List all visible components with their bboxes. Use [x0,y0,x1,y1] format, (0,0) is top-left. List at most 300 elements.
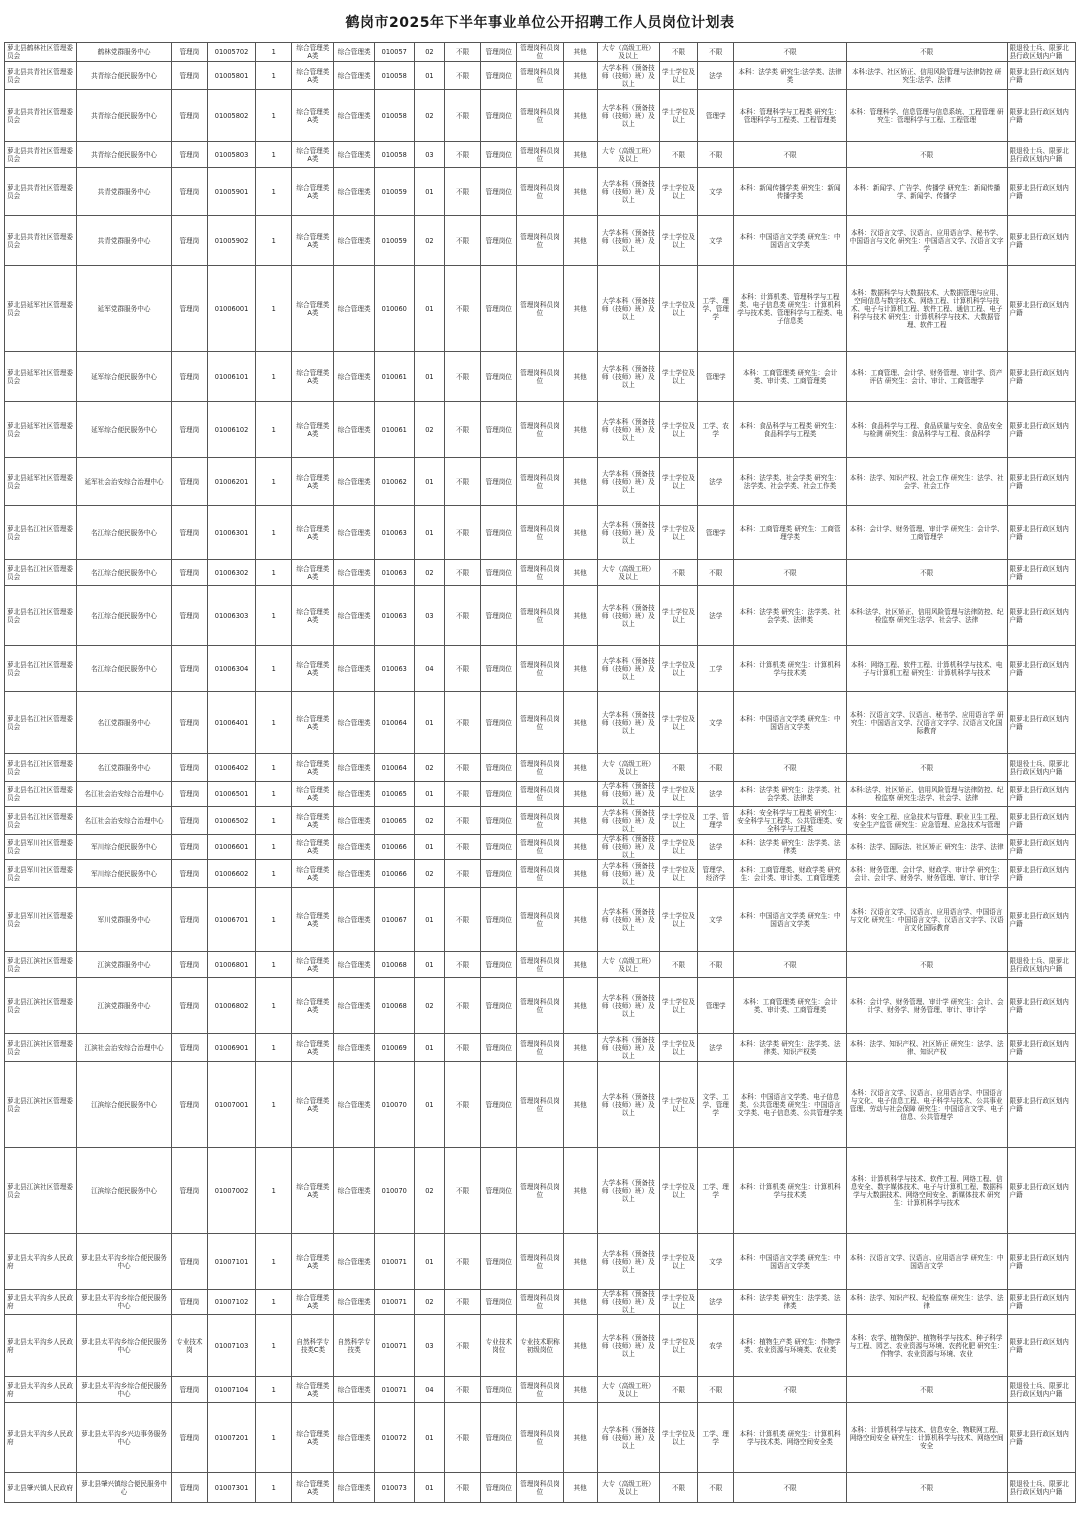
post-category-cell: 管理岗 [171,506,207,560]
table-row [5,90,1076,142]
unit-code-cell: 010062 [374,458,414,506]
post-level-cell: 管理岗科员岗位 [517,888,563,952]
headcount-cell: 1 [256,586,292,646]
remark-cell: 限萝北县行政区划内户籍 [1007,1403,1075,1473]
sequence-cell: 01 [414,1403,444,1473]
unit-cell: 萝北县太平沟乡人民政府 [5,1290,77,1315]
exam-type-cell: 综合管理类 [334,1062,374,1148]
dept-cell: 萝北县太平沟乡综合便民服务中心 [77,1315,171,1377]
post-category-cell: 管理岗 [171,560,207,586]
sequence-cell: 04 [414,1377,444,1403]
post-category-cell: 管理岗 [171,692,207,754]
exam-category-cell: 综合管理类A类 [292,506,334,560]
table-row [5,1315,1076,1377]
major-category-cell: 不限 [734,43,847,62]
remark-cell: 限萝北县行政区划内户籍 [1007,560,1075,586]
sequence-cell: 02 [414,754,444,782]
unit-cell: 萝北县共青社区管理委员会 [5,90,77,142]
exam-type-cell: 综合管理类 [334,216,374,266]
post-code-cell: 01006801 [207,952,255,978]
post-level-cell: 管理岗科员岗位 [517,1062,563,1148]
post-category-cell: 专业技术岗 [171,1315,207,1377]
unit-cell: 萝北县江滨社区管理委员会 [5,952,77,978]
major-category-cell: 本科：计算机类、管理科学与工程类、电子信息类 研究生：计算机科学与技术类、管理科学与工程类、电子信息类 [734,266,847,352]
post-category-cell: 管理岗 [171,1062,207,1148]
major-category-cell: 本科：法学类 研究生:法学类、法律类 [734,62,847,90]
political-cell: 不限 [445,586,481,646]
unit-cell: 萝北县太平沟乡人民政府 [5,1315,77,1377]
other-cell: 其他 [563,1034,597,1062]
field-cell: 管理学 [698,90,734,142]
post-level-cell: 管理岗科员岗位 [517,1403,563,1473]
unit-cell: 萝北县延军社区管理委员会 [5,352,77,402]
remark-cell: 限退役士兵、限萝北县行政区划内户籍 [1007,142,1075,168]
education-cell: 大学本科（预备技师（技师）班）及以上 [597,216,659,266]
post-level-cell: 管理岗科员岗位 [517,978,563,1034]
dept-cell: 军川综合便民服务中心 [77,860,171,888]
table-row [5,43,1076,62]
political-cell: 不限 [445,402,481,458]
exam-type-cell: 综合管理类 [334,978,374,1034]
exam-type-cell: 综合管理类 [334,754,374,782]
exam-category-cell: 综合管理类A类 [292,402,334,458]
sequence-cell: 01 [414,835,444,860]
sequence-cell: 01 [414,62,444,90]
sequence-cell: 01 [414,1234,444,1290]
sequence-cell: 02 [414,978,444,1034]
major-category-cell: 不限 [734,560,847,586]
field-cell: 工学、管理学 [698,807,734,835]
major-category-cell: 本科：法学类、社会学类 研究生：法学类、社会学类、社会工作类 [734,458,847,506]
dept-cell: 名江社会治安综合治理中心 [77,782,171,807]
unit-cell: 萝北县延军社区管理委员会 [5,266,77,352]
remark-cell: 限萝北县行政区划内户籍 [1007,1315,1075,1377]
major-detail-cell: 本科：农学、植物保护、植物科学与技术、种子科学与工程、园艺、农业资源与环境、农药化肥 研究生：作物学、农业资源与环境、农业 [846,1315,1007,1377]
exam-category-cell: 综合管理类A类 [292,978,334,1034]
post-code-cell: 01005801 [207,62,255,90]
remark-cell: 限萝北县行政区划内户籍 [1007,168,1075,216]
post-level-cell: 管理岗科员岗位 [517,43,563,62]
dept-cell: 萝北县肇兴镇综合便民服务中心 [77,1473,171,1503]
remark-cell: 限萝北县行政区划内户籍 [1007,266,1075,352]
dept-cell: 延军社会治安综合治理中心 [77,458,171,506]
post-code-cell: 01007201 [207,1403,255,1473]
exam-category-cell: 综合管理类A类 [292,1148,334,1234]
major-detail-cell: 本科：工商管理、会计学、财务管理、审计学、资产评估 研究生：会计、审计、工商管理学 [846,352,1007,402]
major-category-cell: 不限 [734,754,847,782]
sequence-cell: 01 [414,952,444,978]
degree-cell: 不限 [659,952,697,978]
field-cell: 法学 [698,782,734,807]
exam-category-cell: 综合管理类A类 [292,782,334,807]
degree-cell: 学士学位及以上 [659,458,697,506]
table-row [5,782,1076,807]
remark-cell: 限萝北县行政区划内户籍 [1007,1234,1075,1290]
post-type-cell: 管理岗位 [481,646,517,692]
unit-code-cell: 010064 [374,754,414,782]
unit-cell: 萝北县江滨社区管理委员会 [5,978,77,1034]
education-cell: 大专（高级工班）及以上 [597,560,659,586]
field-cell: 文学 [698,1234,734,1290]
table-row [5,860,1076,888]
table-row [5,62,1076,90]
post-code-cell: 01006402 [207,754,255,782]
sequence-cell: 01 [414,1062,444,1148]
remark-cell: 限萝北县行政区划内户籍 [1007,458,1075,506]
exam-category-cell: 综合管理类A类 [292,692,334,754]
sequence-cell: 01 [414,458,444,506]
remark-cell: 限萝北县行政区划内户籍 [1007,1034,1075,1062]
exam-type-cell: 综合管理类 [334,1473,374,1503]
unit-code-cell: 010071 [374,1290,414,1315]
post-level-cell: 管理岗科员岗位 [517,62,563,90]
exam-category-cell: 综合管理类A类 [292,807,334,835]
major-category-cell: 本科：法学类 研究生：法学类、法律类、知识产权类 [734,1034,847,1062]
post-level-cell: 管理岗科员岗位 [517,1377,563,1403]
post-level-cell: 管理岗科员岗位 [517,1034,563,1062]
other-cell: 其他 [563,1315,597,1377]
post-type-cell: 管理岗位 [481,586,517,646]
education-cell: 大专（高级工班）及以上 [597,1377,659,1403]
exam-category-cell: 综合管理类A类 [292,835,334,860]
post-code-cell: 01005803 [207,142,255,168]
headcount-cell: 1 [256,835,292,860]
major-detail-cell: 本科：汉语言文学、汉语言、应用语言学、秘书学、中国语言与文化 研究生：中国语言文学、汉语言文字学 [846,216,1007,266]
degree-cell: 学士学位及以上 [659,978,697,1034]
table-row [5,216,1076,266]
table-row [5,402,1076,458]
post-type-cell: 管理岗位 [481,62,517,90]
major-detail-cell: 本科：计算机科学与技术、软件工程、网络工程、信息安全、数字媒体技术、电子与计算机工程、数据科学与大数据技术、网络空间安全、新媒体技术 研究生：计算机科学与技术 [846,1148,1007,1234]
field-cell: 不限 [698,43,734,62]
unit-code-cell: 010061 [374,402,414,458]
post-category-cell: 管理岗 [171,782,207,807]
exam-type-cell: 综合管理类 [334,1290,374,1315]
exam-type-cell: 综合管理类 [334,1377,374,1403]
major-detail-cell: 本科:法学、社区矫正、信用风险管理与法律防控、纪检监察 研究生:法学、社会学、法律 [846,782,1007,807]
table-row [5,1377,1076,1403]
sequence-cell: 01 [414,1034,444,1062]
field-cell: 管理学 [698,352,734,402]
table-row [5,835,1076,860]
post-type-cell: 管理岗位 [481,1377,517,1403]
post-level-cell: 管理岗科员岗位 [517,807,563,835]
exam-category-cell: 综合管理类A类 [292,888,334,952]
exam-category-cell: 综合管理类A类 [292,586,334,646]
degree-cell: 学士学位及以上 [659,62,697,90]
dept-cell: 鹤林党群服务中心 [77,43,171,62]
post-type-cell: 管理岗位 [481,168,517,216]
post-category-cell: 管理岗 [171,807,207,835]
major-category-cell: 本科：中国语言文学类 研究生：中国语言文学类 [734,888,847,952]
dept-cell: 延军综合便民服务中心 [77,402,171,458]
table-row [5,1473,1076,1503]
major-detail-cell: 本科：安全工程、应急技术与管理、职业卫生工程、安全生产监管 研究生：应急管理、应急技术与管理 [846,807,1007,835]
degree-cell: 不限 [659,1473,697,1503]
unit-code-cell: 010073 [374,1473,414,1503]
degree-cell: 学士学位及以上 [659,782,697,807]
headcount-cell: 1 [256,952,292,978]
post-type-cell: 管理岗位 [481,458,517,506]
unit-cell: 萝北县鹤林社区管理委员会 [5,43,77,62]
post-type-cell: 管理岗位 [481,692,517,754]
post-type-cell: 管理岗位 [481,754,517,782]
political-cell: 不限 [445,1377,481,1403]
political-cell: 不限 [445,352,481,402]
field-cell: 法学 [698,1290,734,1315]
major-detail-cell: 本科：法学、国际法、社区矫正 研究生：法学、法律 [846,835,1007,860]
post-category-cell: 管理岗 [171,1148,207,1234]
unit-cell: 萝北县军川社区管理委员会 [5,835,77,860]
exam-type-cell: 综合管理类 [334,888,374,952]
exam-type-cell: 综合管理类 [334,1034,374,1062]
unit-code-cell: 010071 [374,1234,414,1290]
major-category-cell: 本科：法学类 研究生：法学类、法律类 [734,1290,847,1315]
post-category-cell: 管理岗 [171,142,207,168]
headcount-cell: 1 [256,142,292,168]
political-cell: 不限 [445,506,481,560]
headcount-cell: 1 [256,352,292,402]
field-cell: 法学 [698,1034,734,1062]
headcount-cell: 1 [256,402,292,458]
headcount-cell: 1 [256,458,292,506]
political-cell: 不限 [445,646,481,692]
field-cell: 法学 [698,458,734,506]
exam-category-cell: 综合管理类A类 [292,168,334,216]
headcount-cell: 1 [256,90,292,142]
degree-cell: 学士学位及以上 [659,1062,697,1148]
field-cell: 工学、理学 [698,1403,734,1473]
education-cell: 大学本科（预备技师（技师）班）及以上 [597,782,659,807]
headcount-cell: 1 [256,888,292,952]
degree-cell: 学士学位及以上 [659,402,697,458]
degree-cell: 学士学位及以上 [659,860,697,888]
field-cell: 不限 [698,952,734,978]
political-cell: 不限 [445,860,481,888]
exam-category-cell: 综合管理类A类 [292,1377,334,1403]
headcount-cell: 1 [256,860,292,888]
unit-cell: 萝北县共青社区管理委员会 [5,142,77,168]
post-code-cell: 01006201 [207,458,255,506]
unit-code-cell: 010059 [374,168,414,216]
headcount-cell: 1 [256,1377,292,1403]
table-row [5,978,1076,1034]
political-cell: 不限 [445,1290,481,1315]
headcount-cell: 1 [256,1403,292,1473]
exam-type-cell: 综合管理类 [334,860,374,888]
exam-type-cell: 综合管理类 [334,1403,374,1473]
post-type-cell: 管理岗位 [481,978,517,1034]
education-cell: 大学本科（预备技师（技师）班）及以上 [597,1315,659,1377]
major-detail-cell: 不限 [846,952,1007,978]
field-cell: 工学、农学 [698,402,734,458]
unit-code-cell: 010063 [374,586,414,646]
remark-cell: 限萝北县行政区划内户籍 [1007,860,1075,888]
post-level-cell: 管理岗科员岗位 [517,458,563,506]
headcount-cell: 1 [256,1148,292,1234]
post-code-cell: 01007102 [207,1290,255,1315]
post-code-cell: 01006601 [207,835,255,860]
exam-category-cell: 自然科学专技类C类 [292,1315,334,1377]
unit-cell: 萝北县名江社区管理委员会 [5,754,77,782]
post-code-cell: 01007002 [207,1148,255,1234]
post-type-cell: 管理岗位 [481,1148,517,1234]
sequence-cell: 01 [414,168,444,216]
other-cell: 其他 [563,807,597,835]
exam-category-cell: 综合管理类A类 [292,352,334,402]
major-detail-cell: 不限 [846,560,1007,586]
post-type-cell: 管理岗位 [481,352,517,402]
dept-cell: 江滨综合便民服务中心 [77,1062,171,1148]
table-row [5,646,1076,692]
major-detail-cell: 本科：法学、知识产权、社区矫正 研究生：法学、法律、知识产权 [846,1034,1007,1062]
major-detail-cell: 不限 [846,142,1007,168]
major-category-cell: 本科：植物生产类 研究生：作物学类、农业资源与环境类、农业类 [734,1315,847,1377]
field-cell: 文学 [698,888,734,952]
post-category-cell: 管理岗 [171,1473,207,1503]
political-cell: 不限 [445,458,481,506]
unit-code-cell: 010065 [374,782,414,807]
post-type-cell: 管理岗位 [481,952,517,978]
exam-category-cell: 综合管理类A类 [292,754,334,782]
unit-cell: 萝北县太平沟乡人民政府 [5,1234,77,1290]
political-cell: 不限 [445,888,481,952]
field-cell: 管理学、经济学 [698,860,734,888]
unit-cell: 萝北县共青社区管理委员会 [5,62,77,90]
major-category-cell: 本科：中国语言文学类、电子信息类、公共管理类 研究生：中国语言文学类、电子信息类、公共管理学类 [734,1062,847,1148]
education-cell: 大学本科（预备技师（技师）班）及以上 [597,807,659,835]
unit-code-cell: 010063 [374,560,414,586]
sequence-cell: 02 [414,1290,444,1315]
exam-type-cell: 自然科学专技类 [334,1315,374,1377]
other-cell: 其他 [563,90,597,142]
exam-category-cell: 综合管理类A类 [292,560,334,586]
sequence-cell: 01 [414,782,444,807]
table-row [5,1148,1076,1234]
unit-code-cell: 010069 [374,1034,414,1062]
degree-cell: 学士学位及以上 [659,90,697,142]
post-type-cell: 管理岗位 [481,1403,517,1473]
other-cell: 其他 [563,266,597,352]
unit-cell: 萝北县名江社区管理委员会 [5,807,77,835]
remark-cell: 限萝北县行政区划内户籍 [1007,1062,1075,1148]
dept-cell: 江滨社会治安综合治理中心 [77,1034,171,1062]
post-type-cell: 管理岗位 [481,807,517,835]
post-code-cell: 01006302 [207,560,255,586]
education-cell: 大学本科（预备技师（技师）班）及以上 [597,266,659,352]
education-cell: 大学本科（预备技师（技师）班）及以上 [597,586,659,646]
major-category-cell: 不限 [734,952,847,978]
field-cell: 法学 [698,835,734,860]
unit-cell: 萝北县肇兴镇人民政府 [5,1473,77,1503]
education-cell: 大学本科（预备技师（技师）班）及以上 [597,1034,659,1062]
degree-cell: 学士学位及以上 [659,586,697,646]
dept-cell: 名江综合便民服务中心 [77,586,171,646]
post-code-cell: 01006901 [207,1034,255,1062]
remark-cell: 限萝北县行政区划内户籍 [1007,216,1075,266]
table-row [5,692,1076,754]
post-category-cell: 管理岗 [171,266,207,352]
field-cell: 不限 [698,1377,734,1403]
unit-code-cell: 010065 [374,807,414,835]
post-level-cell: 管理岗科员岗位 [517,352,563,402]
post-type-cell: 管理岗位 [481,142,517,168]
education-cell: 大学本科（预备技师（技师）班）及以上 [597,1148,659,1234]
remark-cell: 限萝北县行政区划内户籍 [1007,1148,1075,1234]
exam-category-cell: 综合管理类A类 [292,952,334,978]
degree-cell: 学士学位及以上 [659,1315,697,1377]
political-cell: 不限 [445,807,481,835]
post-category-cell: 管理岗 [171,835,207,860]
education-cell: 大学本科（预备技师（技师）班）及以上 [597,860,659,888]
post-type-cell: 管理岗位 [481,860,517,888]
post-category-cell: 管理岗 [171,860,207,888]
dept-cell: 名江综合便民服务中心 [77,646,171,692]
exam-category-cell: 综合管理类A类 [292,216,334,266]
headcount-cell: 1 [256,978,292,1034]
degree-cell: 不限 [659,43,697,62]
exam-type-cell: 综合管理类 [334,506,374,560]
major-detail-cell: 本科：法学、知识产权、纪检监察 研究生：法学、法律 [846,1290,1007,1315]
exam-type-cell: 综合管理类 [334,692,374,754]
dept-cell: 萝北县太平沟乡综合便民服务中心 [77,1234,171,1290]
sequence-cell: 02 [414,807,444,835]
political-cell: 不限 [445,1315,481,1377]
dept-cell: 共青党群服务中心 [77,168,171,216]
sequence-cell: 01 [414,266,444,352]
post-code-cell: 01006304 [207,646,255,692]
unit-cell: 萝北县名江社区管理委员会 [5,646,77,692]
exam-category-cell: 综合管理类A类 [292,1062,334,1148]
major-category-cell: 本科：工商管理类 研究生：会计类、审计类、工商管理类 [734,352,847,402]
degree-cell: 不限 [659,560,697,586]
sequence-cell: 02 [414,90,444,142]
education-cell: 大学本科（预备技师（技师）班）及以上 [597,1403,659,1473]
exam-category-cell: 综合管理类A类 [292,458,334,506]
table-row [5,352,1076,402]
degree-cell: 学士学位及以上 [659,1234,697,1290]
exam-category-cell: 综合管理类A类 [292,62,334,90]
degree-cell: 学士学位及以上 [659,1403,697,1473]
remark-cell: 限萝北县行政区划内户籍 [1007,835,1075,860]
degree-cell: 学士学位及以上 [659,216,697,266]
major-category-cell: 本科：工商管理类 研究生：工商管理学类 [734,506,847,560]
post-level-cell: 管理岗科员岗位 [517,168,563,216]
other-cell: 其他 [563,835,597,860]
field-cell: 不限 [698,142,734,168]
headcount-cell: 1 [256,1062,292,1148]
exam-category-cell: 综合管理类A类 [292,1034,334,1062]
unit-code-cell: 010060 [374,266,414,352]
education-cell: 大学本科（预备技师（技师）班）及以上 [597,692,659,754]
exam-type-cell: 综合管理类 [334,266,374,352]
post-code-cell: 01006102 [207,402,255,458]
sequence-cell: 03 [414,1315,444,1377]
exam-type-cell: 综合管理类 [334,90,374,142]
major-category-cell: 本科：计算机类 研究生：计算机科学与技术类 [734,646,847,692]
post-code-cell: 01005902 [207,216,255,266]
headcount-cell: 1 [256,560,292,586]
headcount-cell: 1 [256,1473,292,1503]
table-row [5,807,1076,835]
post-type-cell: 管理岗位 [481,888,517,952]
political-cell: 不限 [445,1062,481,1148]
major-detail-cell: 本科：食品科学与工程、食品质量与安全、食品安全与检测 研究生：食品科学与工程、食品科学 [846,402,1007,458]
political-cell: 不限 [445,1403,481,1473]
education-cell: 大专（高级工班）及以上 [597,754,659,782]
post-type-cell: 管理岗位 [481,1034,517,1062]
unit-cell: 萝北县名江社区管理委员会 [5,692,77,754]
